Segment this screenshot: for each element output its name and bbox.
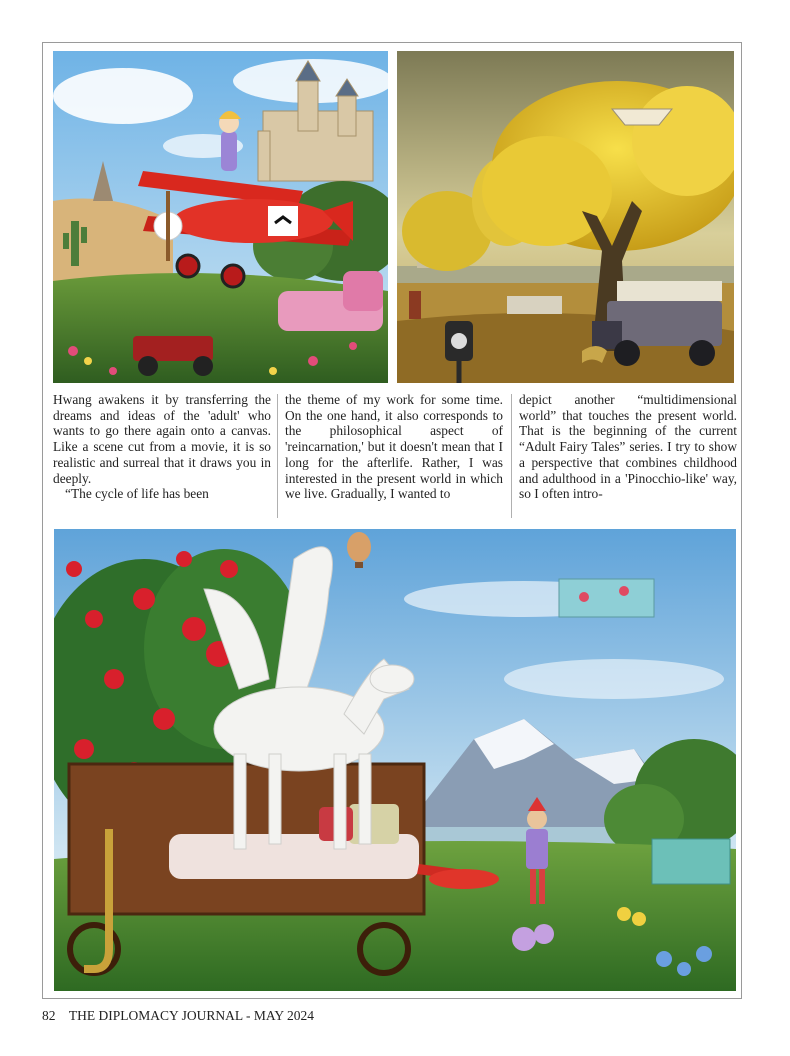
page-footer: [42, 1008, 314, 1024]
paragraph: depict another “multidimensional world” that touches the present world. That is the beginning of the current “Adult Fairy Tales” series. I try to show a perspective that combines childhood and adulthood in a 'Pinocchio-like' way, so I often intro-: [519, 392, 737, 502]
article-column-2: [285, 392, 503, 502]
paragraph: “The cycle of life has been: [65, 486, 209, 502]
painting-yellow-tree: [397, 51, 734, 383]
paragraph: Hwang awakens it by transferring the dreams and ideas of the 'adult' who wants to go there again onto a canvas. Like a scene cut from a movie, it is so realistic and surreal that it draws you in deeply.: [53, 392, 271, 486]
column-divider: [511, 394, 512, 518]
painting-white-pegasus: [54, 529, 736, 991]
paragraph: the theme of my work for some time. On the one hand, it also corresponds to the philosophical aspect of 'reincarnation,' but it doesn't mean that I long for the afterlife. Rather, I was interested in the present world in which we live. Gradually, I wanted to: [285, 392, 503, 502]
article-text: [53, 392, 735, 522]
column-divider: [277, 394, 278, 518]
publication-name: THE DIPLOMACY JOURNAL - MAY 2024: [68, 1008, 315, 1023]
article-column-3: [519, 392, 737, 502]
painting-red-biplane-castle: [53, 51, 388, 383]
page-number: 82: [42, 1008, 56, 1023]
article-column-1: [53, 392, 271, 502]
